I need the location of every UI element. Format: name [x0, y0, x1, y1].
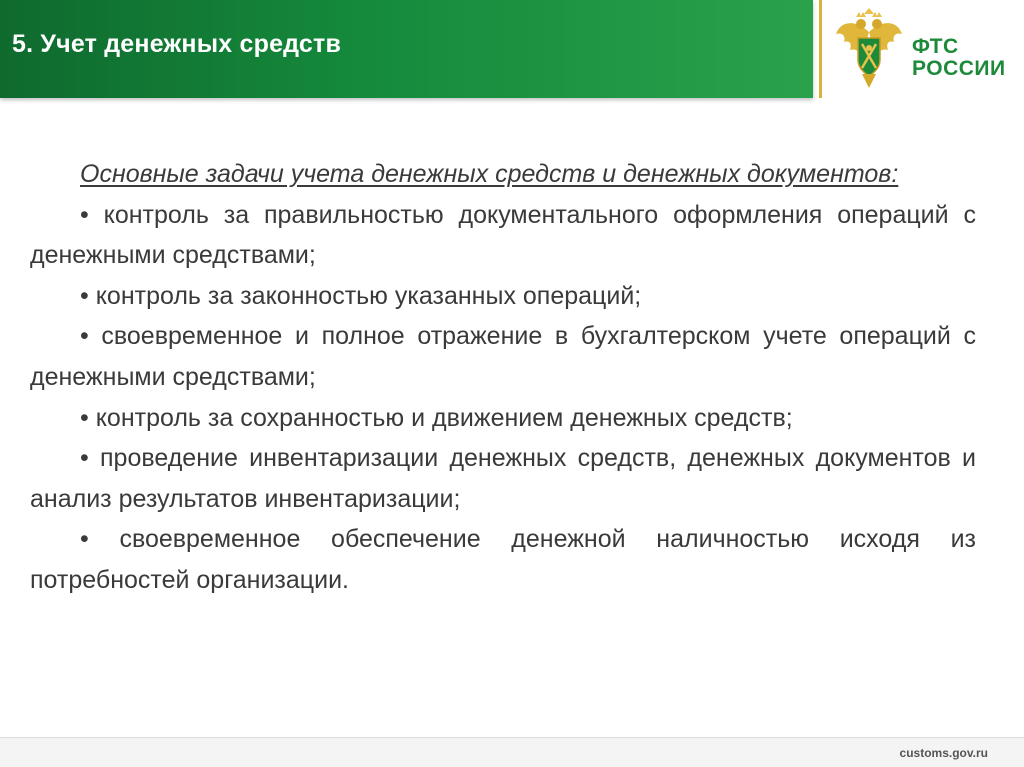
bullet-item: • проведение инвентаризации денежных средств, денежных документов и анализ результатов инвентаризации; [30, 444, 976, 513]
header-band [0, 0, 813, 98]
bullet-item: • контроль за правильностью документального оформления операций с денежными средствами; [30, 200, 976, 270]
slide-title: 5. Учет денежных средств [12, 30, 342, 58]
logo-text [912, 36, 1006, 80]
footer-site: customs.gov.ru [899, 746, 988, 760]
lead-paragraph: Основные задачи учета денежных средств и денежных документов: [80, 160, 899, 188]
header-separator [819, 0, 822, 98]
eagle-emblem-icon [832, 8, 906, 90]
logo-line-2: РОССИИ [912, 57, 1006, 80]
content-body [30, 154, 976, 601]
logo-line-1: ФТС [912, 35, 959, 58]
logo [824, 0, 1024, 98]
footer-bar [0, 737, 1024, 767]
bullet-item: • своевременное и полное отражение в бухгалтерском учете операций с денежными средствами; [30, 322, 976, 391]
bullet-item: • контроль за законностью указанных операций; [80, 281, 642, 310]
bullet-item: • своевременное обеспечение денежной наличностью исходя из потребностей организации. [30, 525, 976, 594]
bullet-item: • контроль за сохранностью и движением денежных средств; [80, 403, 793, 432]
